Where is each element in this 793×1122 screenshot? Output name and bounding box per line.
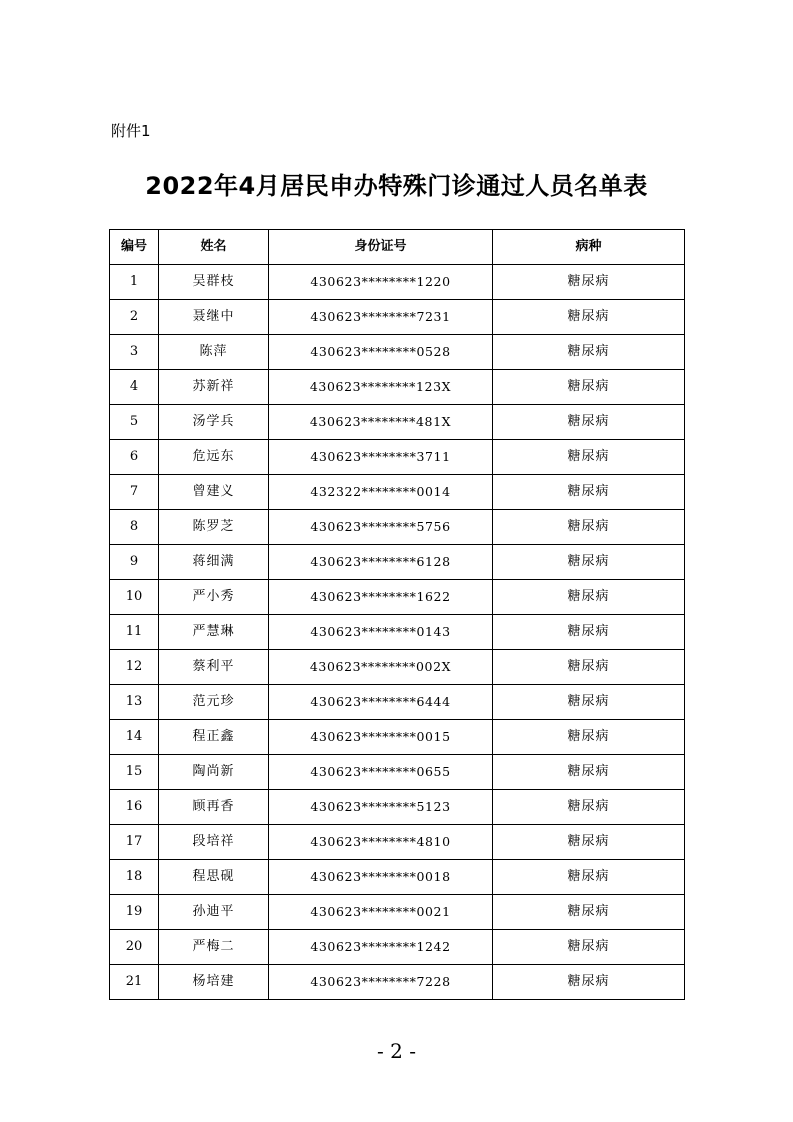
cell-name: 程正鑫	[159, 720, 269, 755]
table-row	[110, 370, 685, 405]
cell-disease: 糖尿病	[493, 475, 685, 510]
cell-id-number: 430623********002X	[269, 650, 493, 685]
cell-name: 严小秀	[159, 580, 269, 615]
cell-disease: 糖尿病	[493, 545, 685, 580]
cell-name: 蔡利平	[159, 650, 269, 685]
table-header-row	[110, 230, 685, 265]
cell-disease: 糖尿病	[493, 895, 685, 930]
cell-number: 2	[110, 300, 159, 335]
cell-number: 10	[110, 580, 159, 615]
cell-disease: 糖尿病	[493, 615, 685, 650]
cell-disease: 糖尿病	[493, 825, 685, 860]
cell-name: 曾建义	[159, 475, 269, 510]
cell-number: 9	[110, 545, 159, 580]
cell-id-number: 430623********1622	[269, 580, 493, 615]
cell-disease: 糖尿病	[493, 720, 685, 755]
cell-disease: 糖尿病	[493, 300, 685, 335]
column-header-name: 姓名	[159, 230, 269, 265]
cell-disease: 糖尿病	[493, 965, 685, 1000]
column-header-id-number: 身份证号	[269, 230, 493, 265]
table-row	[110, 965, 685, 1000]
cell-name: 蒋细满	[159, 545, 269, 580]
cell-name: 严慧琳	[159, 615, 269, 650]
cell-name: 危远东	[159, 440, 269, 475]
cell-name: 程思砚	[159, 860, 269, 895]
cell-number: 3	[110, 335, 159, 370]
cell-id-number: 430623********5123	[269, 790, 493, 825]
cell-number: 7	[110, 475, 159, 510]
cell-name: 孙迪平	[159, 895, 269, 930]
cell-name: 段培祥	[159, 825, 269, 860]
table-row	[110, 755, 685, 790]
cell-number: 14	[110, 720, 159, 755]
table-row	[110, 685, 685, 720]
cell-number: 15	[110, 755, 159, 790]
cell-disease: 糖尿病	[493, 580, 685, 615]
table-row	[110, 510, 685, 545]
cell-name: 陶尚新	[159, 755, 269, 790]
cell-number: 8	[110, 510, 159, 545]
cell-disease: 糖尿病	[493, 860, 685, 895]
table-row	[110, 440, 685, 475]
cell-id-number: 430623********7231	[269, 300, 493, 335]
cell-number: 11	[110, 615, 159, 650]
cell-id-number: 430623********6444	[269, 685, 493, 720]
table-row	[110, 790, 685, 825]
cell-name: 顾再香	[159, 790, 269, 825]
cell-name: 苏新祥	[159, 370, 269, 405]
table-body	[110, 265, 685, 1000]
cell-name: 聂继中	[159, 300, 269, 335]
cell-disease: 糖尿病	[493, 650, 685, 685]
page-number: - 2 -	[377, 1039, 416, 1063]
cell-id-number: 430623********123X	[269, 370, 493, 405]
cell-id-number: 430623********0655	[269, 755, 493, 790]
table-row	[110, 300, 685, 335]
cell-number: 19	[110, 895, 159, 930]
table-row	[110, 580, 685, 615]
cell-name: 陈萍	[159, 335, 269, 370]
cell-name: 吴群枝	[159, 265, 269, 300]
cell-id-number: 430623********1242	[269, 930, 493, 965]
table-row	[110, 405, 685, 440]
cell-id-number: 430623********3711	[269, 440, 493, 475]
table-row	[110, 615, 685, 650]
cell-number: 4	[110, 370, 159, 405]
cell-id-number: 430623********481X	[269, 405, 493, 440]
cell-disease: 糖尿病	[493, 930, 685, 965]
cell-id-number: 430623********4810	[269, 825, 493, 860]
cell-disease: 糖尿病	[493, 755, 685, 790]
column-header-number: 编号	[110, 230, 159, 265]
cell-number: 13	[110, 685, 159, 720]
cell-disease: 糖尿病	[493, 440, 685, 475]
cell-disease: 糖尿病	[493, 510, 685, 545]
table-row	[110, 545, 685, 580]
cell-name: 汤学兵	[159, 405, 269, 440]
cell-id-number: 430623********1220	[269, 265, 493, 300]
cell-id-number: 430623********7228	[269, 965, 493, 1000]
cell-number: 20	[110, 930, 159, 965]
cell-disease: 糖尿病	[493, 790, 685, 825]
cell-name: 范元珍	[159, 685, 269, 720]
approved-persons-table	[109, 229, 685, 1000]
cell-number: 6	[110, 440, 159, 475]
table-row	[110, 265, 685, 300]
page-title: 2022年4月居民申办特殊门诊通过人员名单表	[145, 172, 648, 200]
cell-number: 16	[110, 790, 159, 825]
cell-number: 17	[110, 825, 159, 860]
cell-disease: 糖尿病	[493, 265, 685, 300]
cell-number: 12	[110, 650, 159, 685]
table-row	[110, 475, 685, 510]
cell-disease: 糖尿病	[493, 335, 685, 370]
cell-name: 陈罗芝	[159, 510, 269, 545]
cell-id-number: 432322********0014	[269, 475, 493, 510]
column-header-disease: 病种	[493, 230, 685, 265]
cell-number: 18	[110, 860, 159, 895]
cell-disease: 糖尿病	[493, 405, 685, 440]
table-row	[110, 720, 685, 755]
cell-name: 杨培建	[159, 965, 269, 1000]
cell-disease: 糖尿病	[493, 685, 685, 720]
cell-number: 1	[110, 265, 159, 300]
cell-id-number: 430623********5756	[269, 510, 493, 545]
cell-id-number: 430623********0143	[269, 615, 493, 650]
table-row	[110, 335, 685, 370]
cell-id-number: 430623********0018	[269, 860, 493, 895]
table-row	[110, 930, 685, 965]
table-row	[110, 650, 685, 685]
cell-name: 严梅二	[159, 930, 269, 965]
cell-disease: 糖尿病	[493, 370, 685, 405]
table-row	[110, 895, 685, 930]
cell-number: 5	[110, 405, 159, 440]
table-row	[110, 825, 685, 860]
table-row	[110, 860, 685, 895]
cell-id-number: 430623********0528	[269, 335, 493, 370]
cell-number: 21	[110, 965, 159, 1000]
cell-id-number: 430623********0021	[269, 895, 493, 930]
cell-id-number: 430623********0015	[269, 720, 493, 755]
attachment-label: 附件1	[111, 122, 151, 140]
cell-id-number: 430623********6128	[269, 545, 493, 580]
